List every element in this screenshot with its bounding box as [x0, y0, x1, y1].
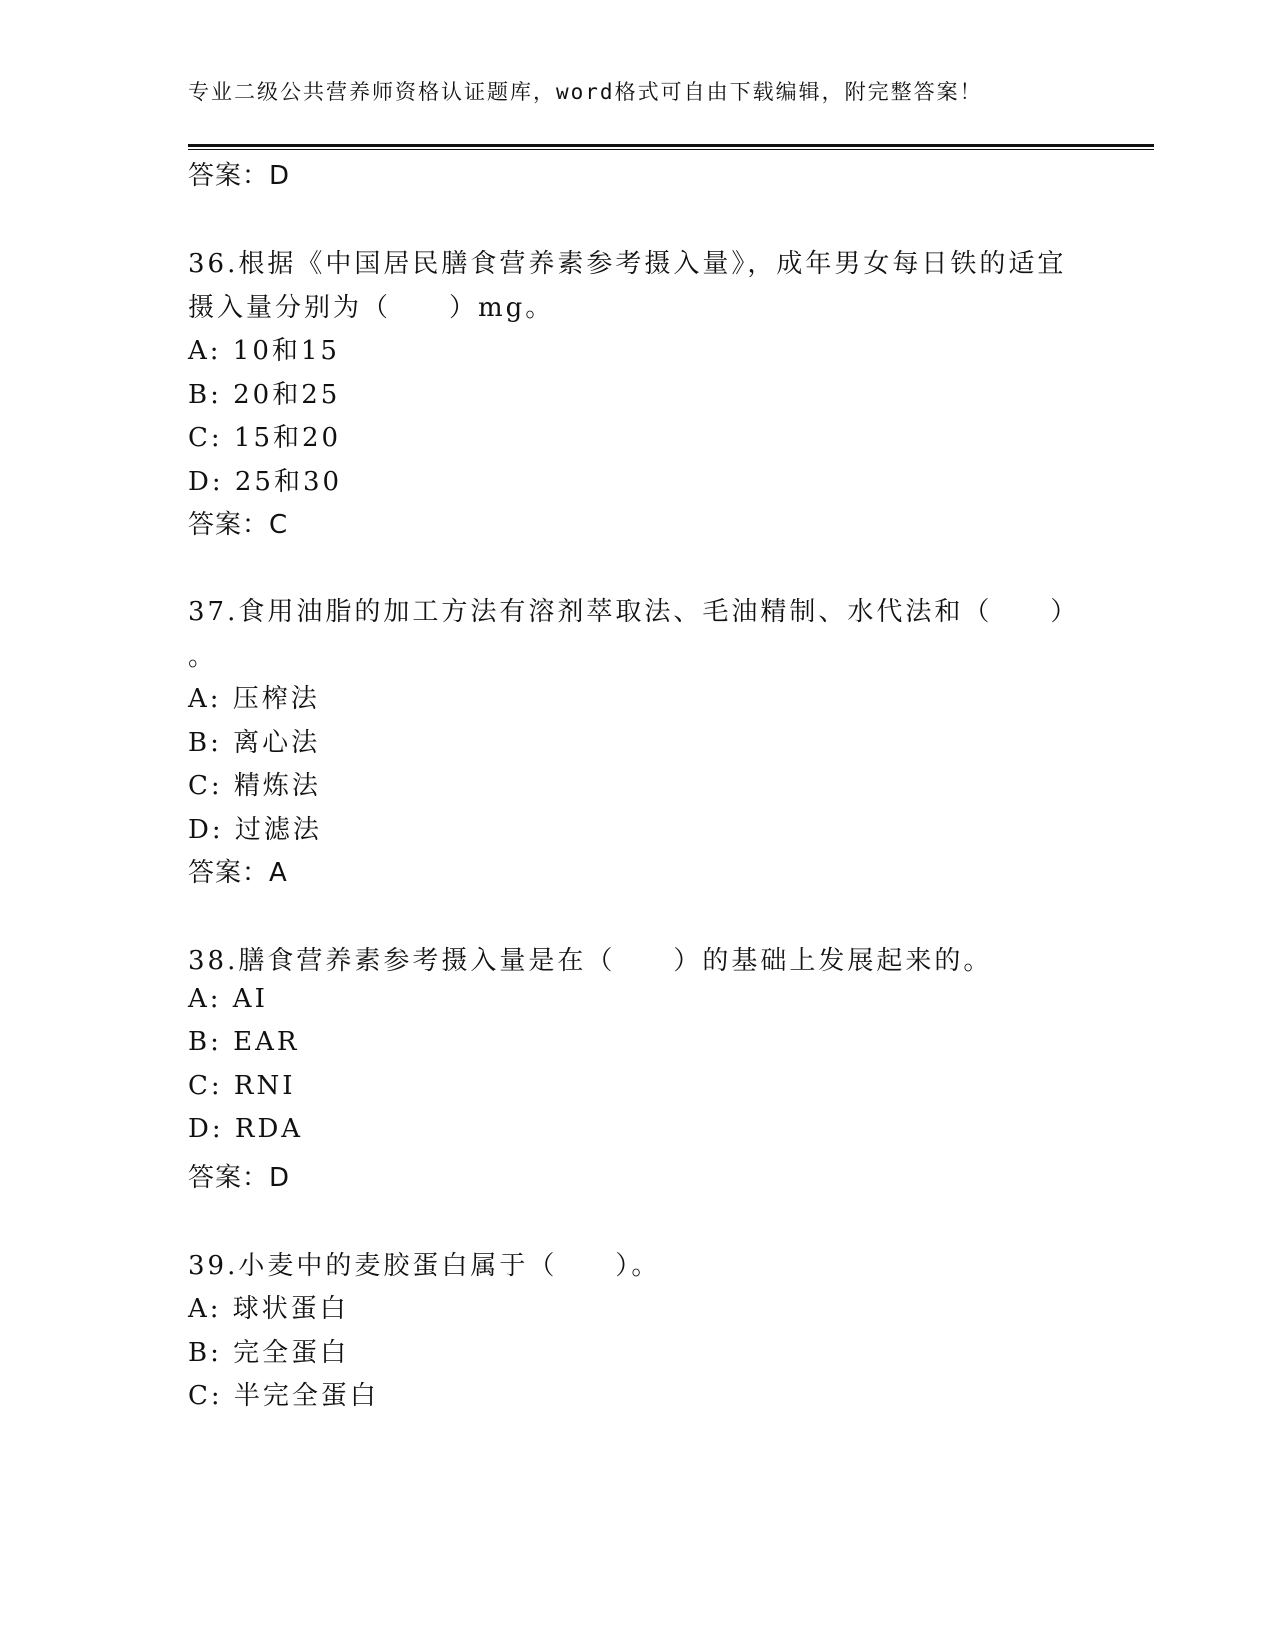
question-37-stem-line-2: 。 — [188, 642, 218, 672]
question-36-option-c: C: 15和20 — [188, 423, 342, 453]
question-38-option-d: D: RDA — [188, 1114, 304, 1144]
question-38-option-c: C: RNI — [188, 1071, 296, 1101]
question-36-answer: 答案：C — [188, 510, 289, 540]
question-36-stem-line-1: 36.根据《中国居民膳食营养素参考摄入量》，成年男女每日铁的适宜 — [188, 249, 1067, 279]
question-39-option-a: A: 球状蛋白 — [188, 1294, 349, 1324]
question-37-answer: 答案：A — [188, 858, 288, 888]
question-39-option-c: C: 半完全蛋白 — [188, 1381, 379, 1411]
question-39-option-b: B: 完全蛋白 — [188, 1338, 350, 1368]
question-37-stem-line-1: 37.食用油脂的加工方法有溶剂萃取法、毛油精制、水代法和（ ） — [188, 597, 1080, 627]
question-36-stem-line-2: 摄入量分别为（ ）mg。 — [188, 293, 555, 323]
question-38-option-a: A: AI — [188, 984, 268, 1014]
previous-answer: 答案：D — [188, 161, 291, 191]
question-38-option-b: B: EAR — [188, 1027, 300, 1057]
question-36-option-a: A: 10和15 — [188, 336, 340, 366]
question-37-option-a: A: 压榨法 — [188, 684, 320, 714]
question-37-option-d: D: 过滤法 — [188, 815, 322, 845]
header-rule — [188, 144, 1154, 150]
question-36-option-b: B: 20和25 — [188, 380, 341, 410]
question-39-stem-line-1: 39.小麦中的麦胶蛋白属于（ ）。 — [188, 1251, 661, 1281]
question-38-stem-line-1: 38.膳食营养素参考摄入量是在（ ）的基础上发展起来的。 — [188, 946, 993, 976]
question-36-option-d: D: 25和30 — [188, 467, 343, 497]
question-37-option-b: B: 离心法 — [188, 728, 321, 758]
question-38-answer: 答案：D — [188, 1163, 291, 1193]
page-header-text: 专业二级公共营养师资格认证题库，word格式可自由下载编辑，附完整答案！ — [188, 80, 983, 104]
question-37-option-c: C: 精炼法 — [188, 771, 321, 801]
